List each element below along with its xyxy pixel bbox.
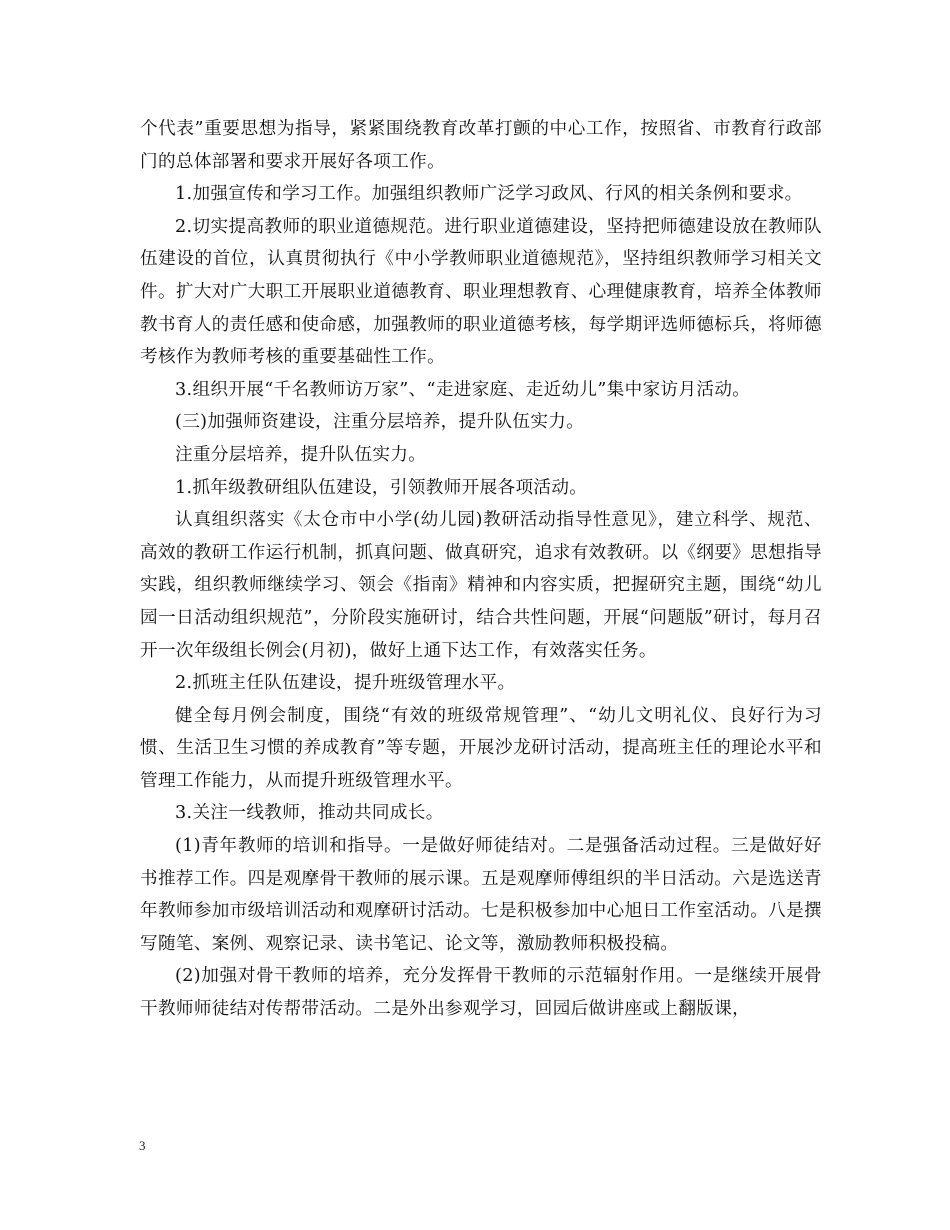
paragraph-1: 个代表”重要思想为指导，紧紧围绕教育改革打颤的中心工作，按照省、市教育行政部门的总体部署和要求开展好各项工作。 xyxy=(140,119,822,172)
document-body xyxy=(140,113,822,1026)
paragraph-4: 3.组织开展“千名教师访万家”、“走进家庭、走近幼儿”集中家访月活动。 xyxy=(175,379,751,400)
paragraph-9: 2.抓班主任队伍建设，提升班级管理水平。 xyxy=(175,673,516,694)
page-number: 3 xyxy=(139,1138,146,1153)
paragraph-8: 认真组织落实《太仓市中小学(幼儿园)教研活动指导性意见》，建立科学、规范、高效的教研工作运行机制，抓真问题、做真研究，追求有效教研。以《纲要》思想指导实践，组织教师继续学习、领会《指南》精神和内容实质，把握研究主题，围绕“幼儿园一日活动组织规范”，分阶段实施研讨，结合共性问题，开展“问题版”研讨，每月召开一次年级组长例会(月初)，做好上通下达工作，有效落实任务。 xyxy=(140,510,822,661)
paragraph-7: 1.抓年级教研组队伍建设，引领教师开展各项活动。 xyxy=(175,477,588,498)
paragraph-6: 注重分层培养，提升队伍实力。 xyxy=(175,444,427,465)
paragraph-10: 健全每月例会制度，围绕“有效的班级常规管理”、“幼儿文明礼仪、良好行为习惯、生活卫生习惯的养成教育”等专题，开展沙龙研讨活动，提高班主任的理论水平和管理工作能力，从而提升班级管理水平。 xyxy=(140,705,822,791)
paragraph-2: 1.加强宣传和学习工作。加强组织教师广泛学习政风、行风的相关条例和要求。 xyxy=(175,184,803,205)
paragraph-13: (2)加强对骨干教师的培养，充分发挥骨干教师的示范辐射作用。一是继续开展骨干教师师徒结对传帮带活动。二是外出参观学习，回园后做讲座或上翻版课， xyxy=(140,966,822,1020)
paragraph-3: 2.切实提高教师的职业道德规范。进行职业道德建设，坚持把师德建设放在教师队伍建设的首位，认真贯彻执行《中小学教师职业道德规范》，坚持组织教师学习相关文件。扩大对广大职工开展职业道德教育、职业理想教育、心理健康教育，培养全体教师教书育人的责任感和使命感，加强教师的职业道德考核，每学期评选师德标兵，将师德考核作为教师考核的重要基础性工作。 xyxy=(140,216,822,368)
paragraph-11: 3.关注一线教师，推动共同成长。 xyxy=(175,803,444,824)
paragraph-12: (1)青年教师的培训和指导。一是做好师徒结对。二是强备活动过程。三是做好好书推荐工作。四是观摩骨干教师的展示课。五是观摩师傅组织的半日活动。六是选送青年教师参加市级培训活动和观摩研讨活动。七是积极参加中心旭日工作室活动。八是撰写随笔、案例、观察记录、读书笔记、论文等，激励教师积极投稿。 xyxy=(140,836,822,954)
paragraph-5: (三)加强师资建设，注重分层培养，提升队伍实力。 xyxy=(175,412,585,433)
